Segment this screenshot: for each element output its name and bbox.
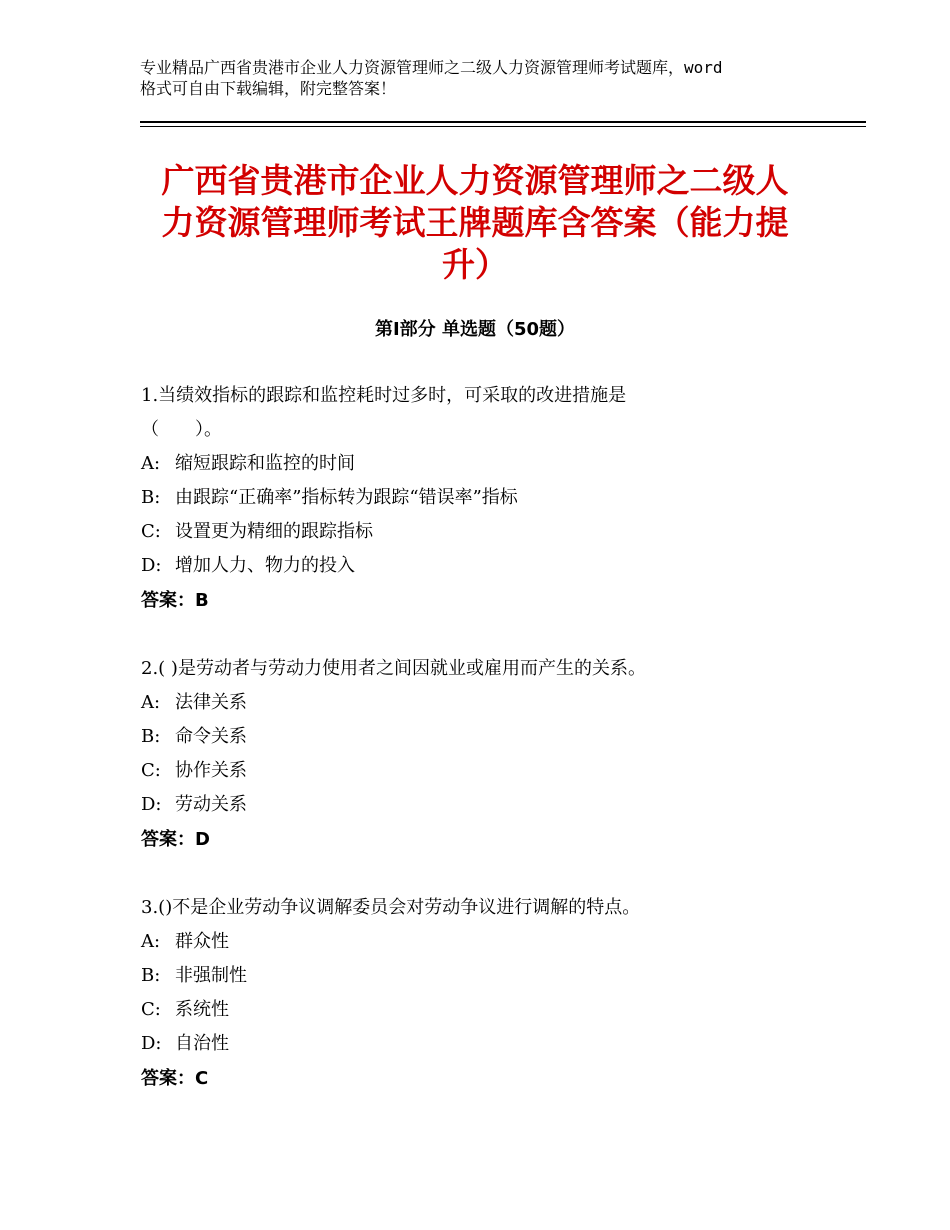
option-text: 法律关系 [175, 692, 247, 713]
option-text: 缩短跟踪和监控的时间 [175, 453, 355, 474]
title-line: 力资源管理师考试王牌题库含答案（能力提 [161, 203, 789, 242]
option-c [141, 520, 373, 544]
option-b [141, 486, 518, 510]
question-text: （ ）。 [141, 419, 222, 440]
option-b [141, 725, 247, 749]
title-line: 广西省贵港市企业人力资源管理师之二级人 [161, 161, 789, 200]
header-note-line: 格式可自由下载编辑，附完整答案！ [140, 79, 397, 98]
question-text: 1.当绩效指标的跟踪和监控耗时过多时，可采取的改进措施是 [141, 385, 627, 406]
option-letter: D: [141, 1033, 162, 1054]
answer-label: 答案：C [141, 1068, 209, 1089]
option-text: 群众性 [175, 931, 229, 952]
option-text: 命令关系 [175, 726, 247, 747]
option-text: 系统性 [175, 999, 229, 1020]
header-note-line: 专业精品广西省贵港市企业人力资源管理师之二级人力资源管理师考试题库，word [140, 58, 723, 77]
option-text: 由跟踪“正确率”指标转为跟踪“错误率”指标 [175, 487, 518, 508]
option-letter: A: [141, 453, 161, 474]
question-text: 2.( )是劳动者与劳动力使用者之间因就业或雇用而产生的关系。 [141, 658, 646, 679]
option-letter: B: [141, 487, 161, 508]
option-letter: A: [141, 692, 161, 713]
option-b [141, 964, 247, 988]
option-c [141, 759, 247, 783]
option-letter: D: [141, 555, 162, 576]
header-note [140, 57, 820, 99]
option-a [141, 930, 229, 954]
option-a [141, 691, 247, 715]
option-text: 协作关系 [175, 760, 247, 781]
answer-label: 答案：D [141, 829, 210, 850]
option-letter: B: [141, 726, 161, 747]
option-text: 自治性 [175, 1033, 229, 1054]
answer-label: 答案：B [141, 590, 209, 611]
title-line: 升） [442, 245, 508, 284]
section-heading: 第Ⅰ部分 单选题（50题） [374, 319, 575, 340]
option-letter: C: [141, 999, 161, 1020]
option-text: 非强制性 [175, 965, 247, 986]
question-text: 3.()不是企业劳动争议调解委员会对劳动争议进行调解的特点。 [141, 897, 641, 918]
option-text: 增加人力、物力的投入 [175, 555, 355, 576]
option-c [141, 998, 229, 1022]
header-rule-thick [140, 121, 866, 123]
header-rule-thin [140, 126, 866, 127]
option-text: 设置更为精细的跟踪指标 [175, 521, 373, 542]
option-letter: D: [141, 794, 162, 815]
option-d [141, 793, 247, 817]
option-letter: A: [141, 931, 161, 952]
option-letter: C: [141, 521, 161, 542]
option-d [141, 554, 355, 578]
document-title [120, 160, 830, 286]
option-letter: C: [141, 760, 161, 781]
option-letter: B: [141, 965, 161, 986]
option-d [141, 1032, 229, 1056]
option-text: 劳动关系 [175, 794, 247, 815]
option-a [141, 452, 355, 476]
